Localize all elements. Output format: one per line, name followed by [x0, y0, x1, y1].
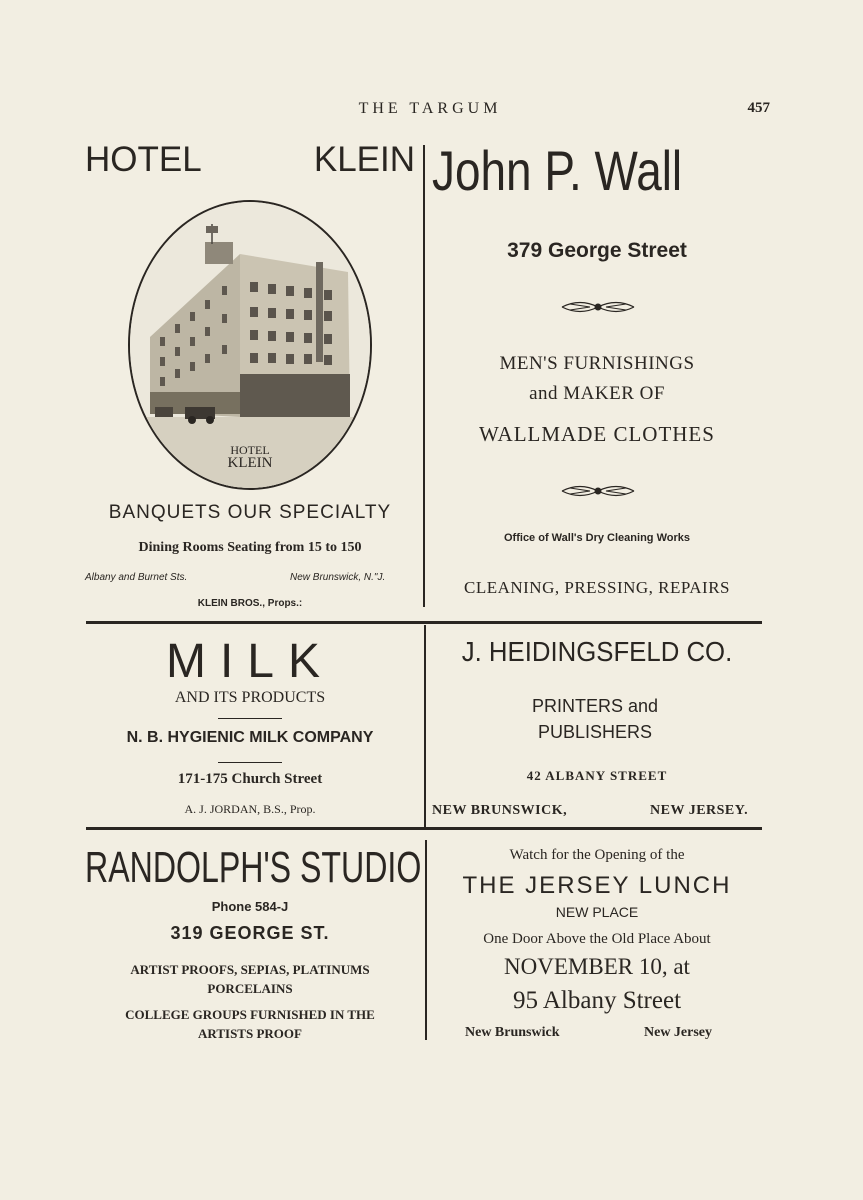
heidingsfeld-name: J. HEIDINGSFELD CO. [461, 636, 733, 667]
heidingsfeld-business [470, 693, 720, 745]
jersey-lunch-state: New Jersey [644, 1025, 713, 1040]
column-divider-top [423, 145, 425, 607]
jersey-lunch-city: New Brunswick [465, 1025, 560, 1040]
milk-subtitle: AND ITS PRODUCTS [174, 689, 326, 706]
horizontal-rule-1 [86, 621, 762, 624]
randolph-line4: ARTISTS PROOF [198, 1026, 302, 1041]
hotel-klein-dining: Dining Rooms Seating from 15 to 150 [138, 540, 362, 555]
hotel-klein-address-right: New Brunswick, N."J. [290, 572, 386, 583]
john-wall-services: CLEANING, PRESSING, REPAIRS [463, 578, 731, 597]
hotel-photo-caption-line2: KLEIN [227, 455, 273, 471]
heidingsfeld-line2: PUBLISHERS [537, 722, 653, 742]
ornament-divider-icon [560, 480, 636, 502]
page-number: 457 [747, 100, 770, 116]
randolph-line2: PORCELAINS [207, 981, 293, 996]
hotel-photo-caption [130, 444, 370, 470]
heidingsfeld-city: NEW BRUNSWICK, [432, 803, 568, 818]
milk-rule-top [218, 718, 282, 719]
column-divider-middle [424, 625, 426, 827]
jersey-lunch-door: One Door Above the Old Place About [483, 931, 711, 947]
john-wall-office: Office of Wall's Dry Cleaning Works [504, 532, 690, 544]
randolph-phone: Phone 584-J [211, 899, 289, 914]
randolph-groups [85, 1005, 415, 1043]
randolph-line1: ARTIST PROOFS, SEPIAS, PLATINUMS [130, 962, 370, 977]
john-wall-line1: MEN'S FURNISHINGS [499, 353, 695, 374]
heidingsfeld-street: 42 ALBANY STREET [526, 768, 668, 783]
hotel-klein-title-left: HOTEL [85, 140, 202, 179]
column-divider-bottom [425, 840, 427, 1040]
randolph-products [85, 960, 415, 998]
john-wall-address: 379 George Street [507, 239, 687, 262]
jersey-lunch-address: 95 Albany Street [512, 987, 682, 1014]
milk-proprietor: A. J. JORDAN, B.S., Prop. [184, 802, 316, 816]
jersey-lunch-new-place: NEW PLACE [555, 904, 639, 920]
hotel-klein-props: KLEIN BROS., Props.: [197, 598, 303, 609]
hotel-klein-photo [128, 200, 372, 490]
hotel-klein-tagline: BANQUETS OUR SPECIALTY [108, 502, 392, 523]
john-wall-name: John P. Wall [432, 139, 683, 202]
milk-company: N. B. HYGIENIC MILK COMPANY [126, 729, 374, 746]
hotel-klein-address-left: Albany and Burnet Sts. [85, 572, 188, 583]
horizontal-rule-2 [86, 827, 762, 830]
randolph-studio-name: RANDOLPH'S STUDIO [85, 843, 422, 892]
milk-title: MILK [165, 635, 335, 688]
heidingsfeld-state: NEW JERSEY. [650, 803, 749, 818]
heidingsfeld-line1: PRINTERS and [531, 696, 659, 716]
milk-street: 171-175 Church Street [177, 771, 323, 787]
randolph-address: 319 GEORGE ST. [170, 923, 330, 943]
ornament-divider-icon [560, 296, 636, 318]
hotel-photo-caption-line1: HOTEL [230, 443, 270, 457]
hotel-klein-title [85, 140, 415, 180]
john-wall-line3: WALLMADE CLOTHES [479, 422, 715, 446]
jersey-lunch-date: NOVEMBER 10, at [504, 954, 690, 979]
john-wall-line2: and MAKER OF [529, 383, 665, 404]
running-header: THE TARGUM [358, 100, 502, 117]
milk-rule-bottom [218, 762, 282, 763]
jersey-lunch-watch: Watch for the Opening of the [509, 847, 685, 863]
randolph-line3: COLLEGE GROUPS FURNISHED IN THE [125, 1007, 375, 1022]
jersey-lunch-name: THE JERSEY LUNCH [462, 872, 732, 899]
hotel-klein-title-right: KLEIN [313, 140, 415, 179]
